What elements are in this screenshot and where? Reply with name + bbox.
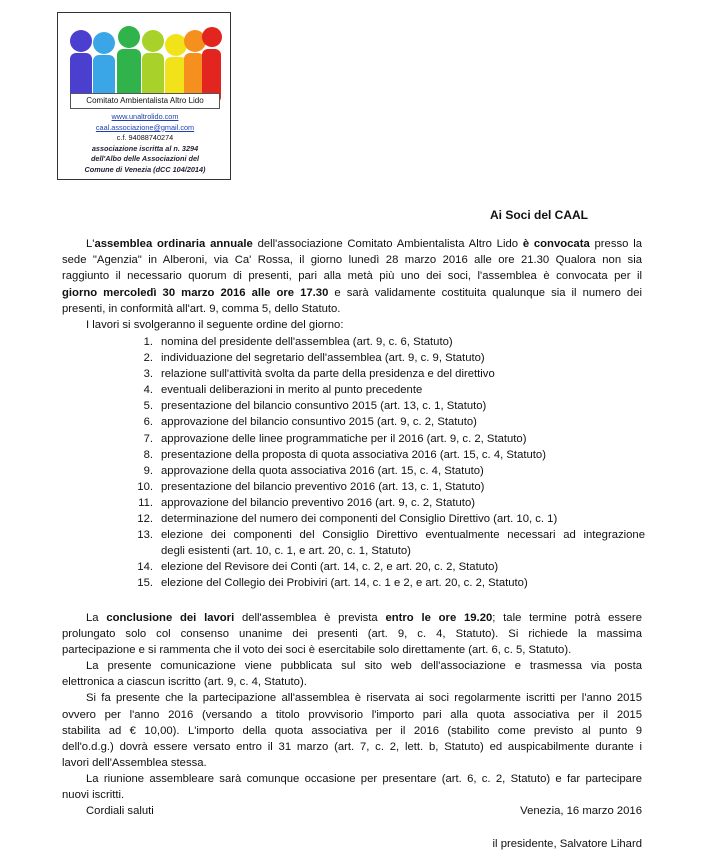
conclusion-line-10: lavori dell'Assemblea stessa. (62, 757, 207, 769)
contact-block (60, 112, 230, 176)
agenda-item: 9. approvazione della quota associativa 2016 (art. 15, c. 4, Statuto) (143, 464, 484, 477)
website-link[interactable]: www.unaltrolido.com (111, 112, 179, 121)
agenda-list (125, 334, 645, 592)
recipient: Ai Soci del CAAL (490, 208, 589, 222)
agenda-item: 2. individuazione del segretario dell'assemblea (art. 9, c. 9, Statuto) (143, 352, 485, 365)
greeting: Cordiali saluti (86, 805, 154, 817)
registration-line-2: dell'Albo delle Associazioni del (90, 154, 200, 164)
agenda-item: 7. approvazione delle linee programmatiche per il 2016 (art. 9, c. 2, Statuto) (143, 432, 527, 445)
conclusion-line-12: nuovi iscritti. (62, 789, 125, 801)
agenda-item: 15. elezione del Collegio dei Probiviri (art. 14, c. 1 e 2, e art. 20, c. 2, Statuto) (137, 577, 528, 590)
intro-line-1: L'assemblea ordinaria annuale dell'associazione Comitato Ambientalista Altro Lido è convocata presso la (86, 238, 642, 250)
conclusion-line-9: dell'o.d.g.) dovrà essere versato entro il 31 marzo (art. 7, c. 2, lett. b, Statuto) ed auspicabilmente durante i (62, 741, 642, 753)
registration-line-3: Comune di Venezia (dCC 104/2014) (84, 164, 206, 174)
place-date: Venezia, 16 marzo 2016 (520, 805, 642, 817)
agenda-item: 5. presentazione del bilancio consuntivo 2015 (art. 13, c. 1, Statuto) (143, 400, 487, 413)
agenda-item: 6. approvazione del bilancio consuntivo 2015 (art. 9, c. 2, Statuto) (143, 416, 477, 429)
conclusion-line-8: stabilita ad € 10,00). L'importo della quota associativa per il 2016 (stabilito come previsto al punto 9 (62, 725, 642, 737)
conclusion-line-11: La riunione assembleare sarà comunque occasione per presentare (art. 6, c. 2, Statuto) e far partecipare (86, 773, 642, 785)
logo-name: Comitato Ambientalista Altro Lido (70, 93, 220, 109)
agenda-item: 14. elezione del Revisore dei Conti (art. 14, c. 2, e art. 20, c. 2, Statuto) (137, 561, 499, 574)
tax-code: c.f. 94088740274 (116, 133, 174, 143)
signature: il presidente, Salvatore Lihard (492, 838, 642, 850)
conclusion-line-3: partecipazione e si rammenta che il voto dei soci è esercitabile solo direttamente (art. 6, c. 5, Statuto). (62, 644, 572, 656)
agenda-item: 1. nomina del presidente dell'assemblea (art. 9, c. 6, Statuto) (143, 336, 453, 348)
conclusion-line-6: Si fa presente che la partecipazione all'assemblea è riservata ai soci regolarmente iscritti per l'anno 2015 (86, 692, 642, 704)
registration-line-1: associazione iscritta al n. 3294 (91, 143, 199, 153)
conclusion-line-7: ovvero per l'anno 2016 (versando a titolo provvisorio l'importo pari alla quota associativa per il 2015 (62, 709, 642, 721)
agenda-item: 11. approvazione del bilancio preventivo 2016 (art. 9, c. 2, Statuto) (138, 496, 475, 509)
agenda-item: 4. eventuali deliberazioni in merito al punto precedente (143, 384, 423, 397)
agenda-item: 10. presentazione del bilancio preventivo 2016 (art. 13, c. 1, Statuto) (137, 480, 485, 493)
email-link[interactable]: caal.associazione@gmail.com (95, 122, 195, 132)
logo-box (57, 12, 231, 180)
agenda-item: 3. relazione sull'attività svolta da parte della presidenza e del direttivo (143, 368, 495, 381)
agenda-item: 8. presentazione della proposta di quota associativa 2016 (art. 15, c. 4, Statuto) (143, 448, 546, 461)
intro-line-5: presenti, in conformità all'art. 9, comma 5, dello Statuto. (62, 303, 341, 315)
agenda-item: 12. determinazione del numero dei componenti del Consiglio Direttivo (art. 10, c. 1) (137, 513, 558, 526)
intro-line-3: raggiunto il necessario quorum di presenti, pari alla metà più uno dei soci, l'assemblea è convocata per il (62, 270, 642, 282)
agenda-item: 13. elezione dei componenti del Consiglio Direttivo eventualmente necessari ad integrazione degli esistenti (art. 10, c. 1, e art. 20, c. 1, Statuto) (137, 529, 645, 558)
intro-line-6: I lavori si svolgeranno il seguente ordine del giorno: (86, 319, 344, 331)
intro-line-4: giorno mercoledì 30 marzo 2016 alle ore 17.30 e sarà validamente costituita qualunque sia il numero dei (62, 287, 642, 299)
conclusion-line-2: prolungato solo col consenso unanime dei presenti (art. 9, c. 4, Statuto). Si richiede la massima (62, 628, 642, 640)
intro-line-2: sede "Agenzia" in Alberoni, via Ca' Rossa, il giorno lunedì 28 marzo 2016 alle ore 21.30 Qualora non sia (62, 254, 642, 266)
conclusion-line-5: elettronica a ciascun iscritto (art. 9, c. 4, Statuto). (62, 676, 307, 688)
conclusion-line-1: La conclusione dei lavori dell'assemblea è prevista entro le ore 19.20; tale termine potrà essere (86, 612, 642, 624)
conclusion-line-4: La presente comunicazione viene pubblicata sul sito web dell'associazione e trasmessa via posta (86, 660, 642, 672)
